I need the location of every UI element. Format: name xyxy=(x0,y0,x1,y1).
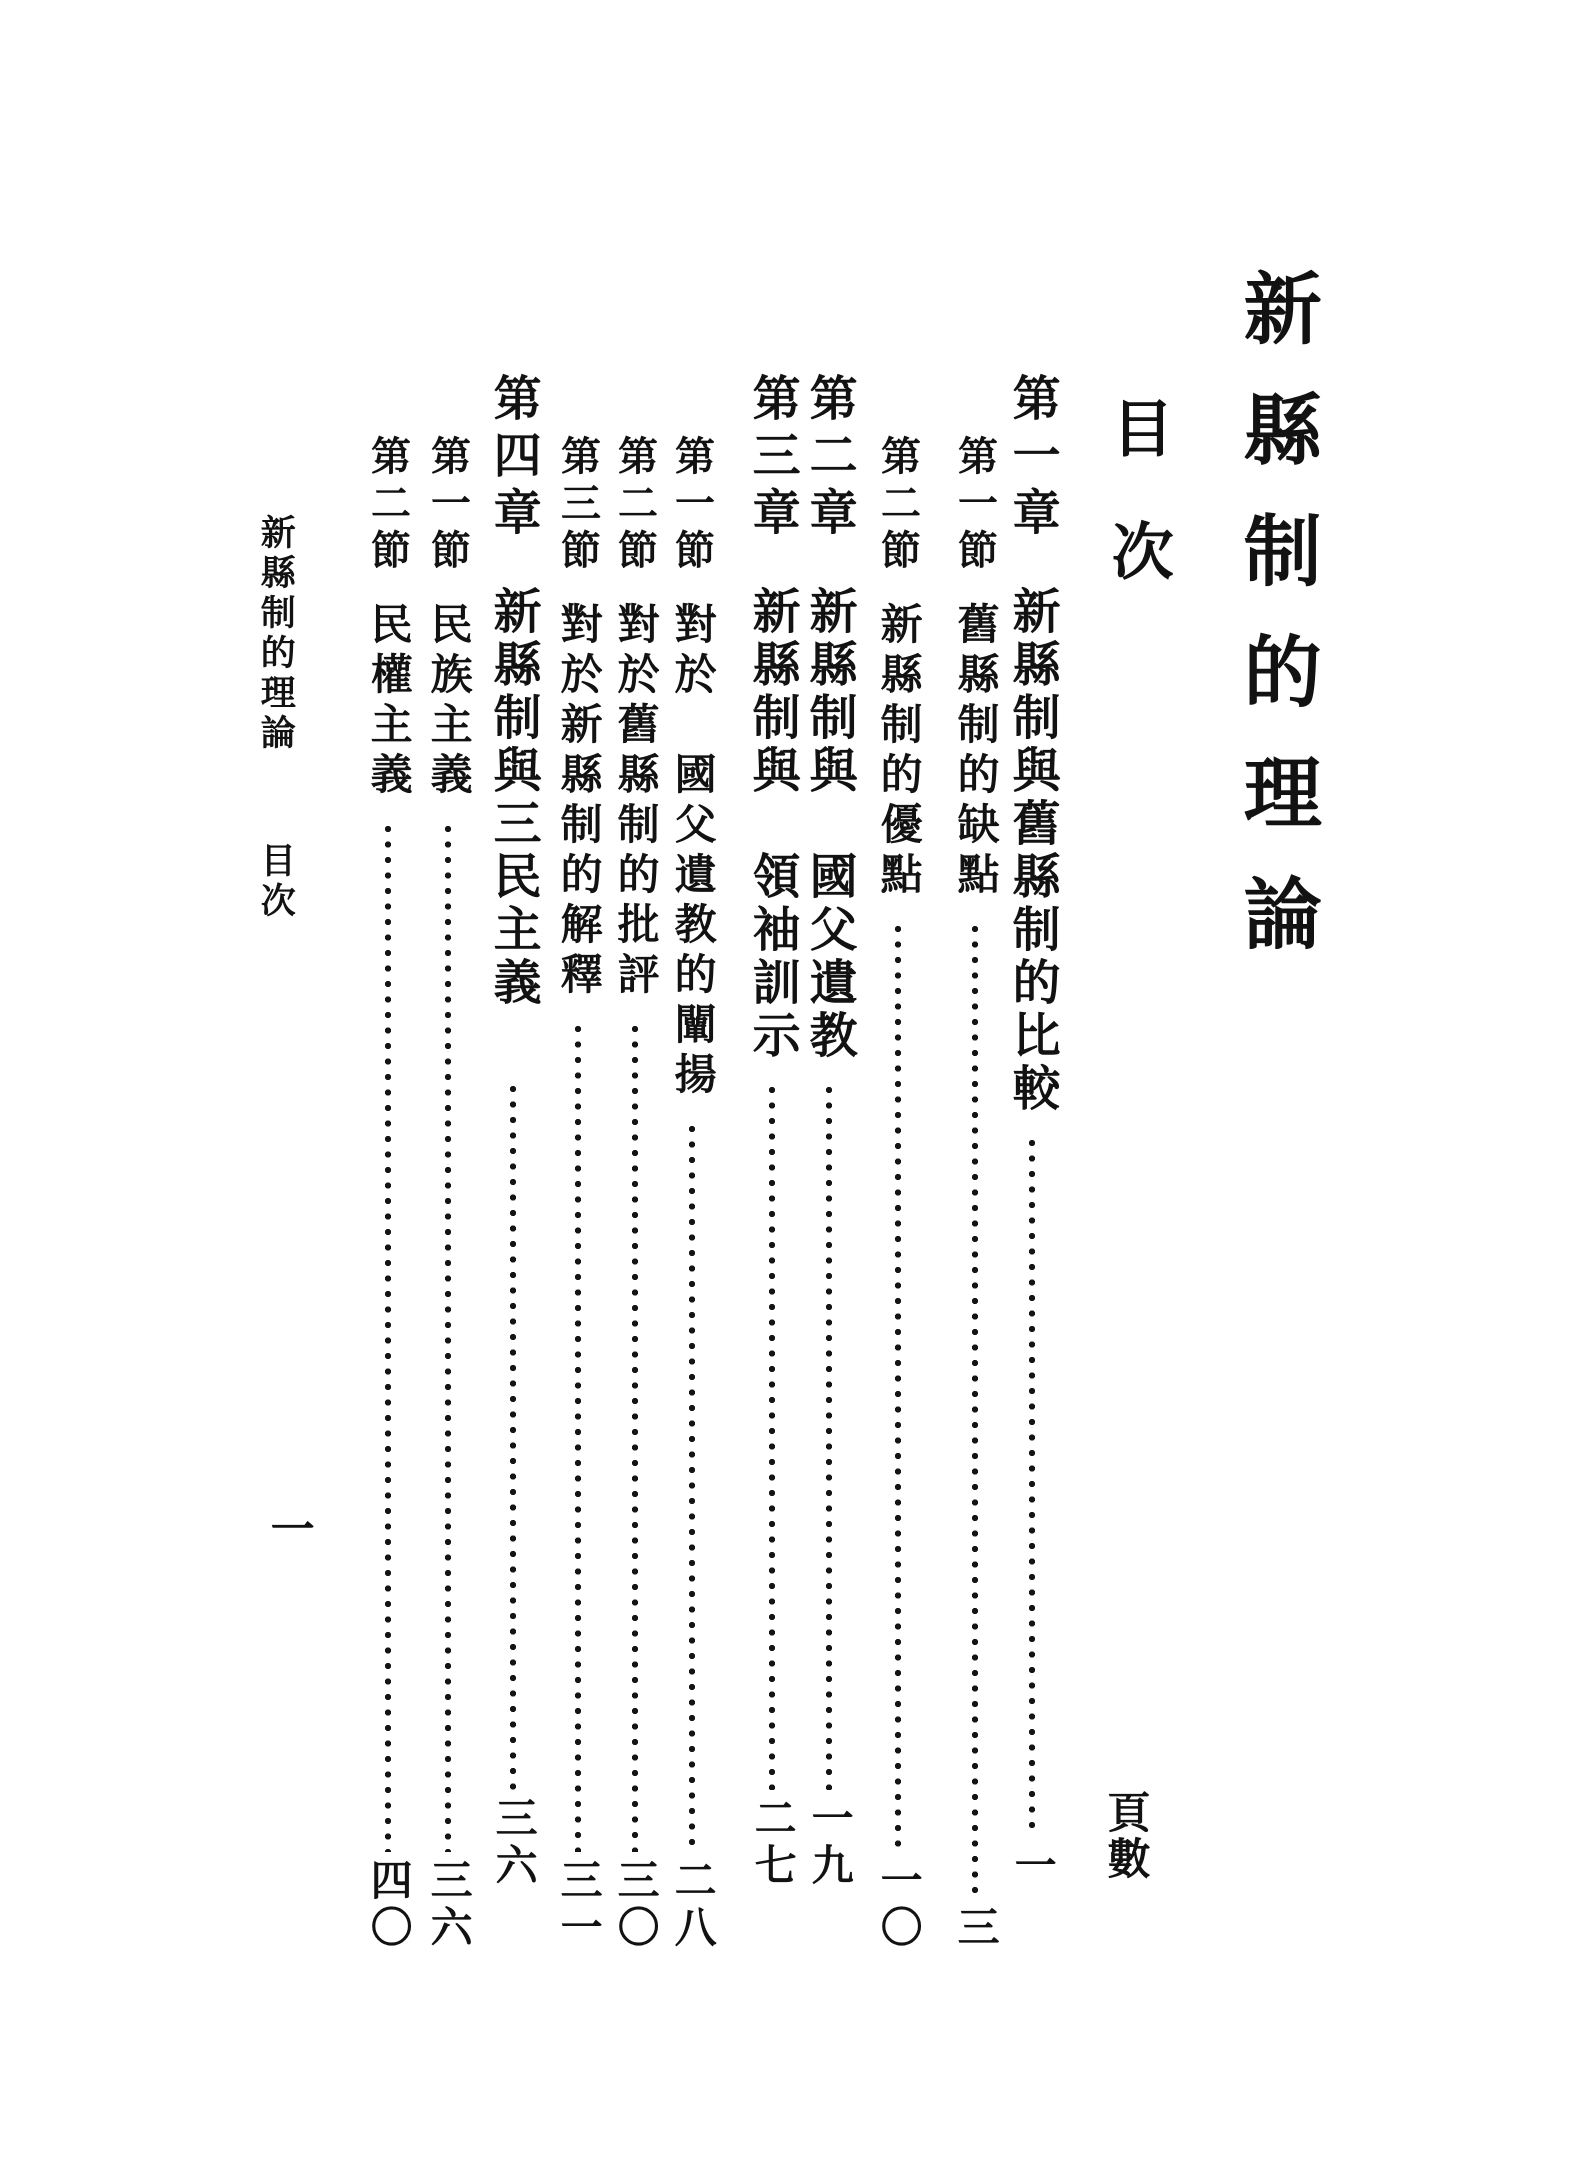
folio-page-number: 一 xyxy=(263,1506,313,1550)
dotted-leader xyxy=(686,1122,698,1852)
toc-entry-title: 對於舊縣制的批評 xyxy=(611,602,658,1002)
toc-entry-label: 第二節 xyxy=(365,435,411,576)
toc-entry-title: 對於 國父遺教的闡揚 xyxy=(668,602,715,1102)
toc-entry xyxy=(663,373,720,1952)
dotted-leader xyxy=(892,922,904,1852)
toc-entry xyxy=(869,373,926,1952)
toc-entry-title: 民權主義 xyxy=(364,602,411,802)
spine-running-title xyxy=(255,514,295,922)
toc-entry-label: 第二節 xyxy=(875,435,921,576)
toc-entry-title: 新縣制與 國父遺教 xyxy=(802,586,856,1063)
toc-entry-page: 一〇 xyxy=(874,1858,921,1952)
toc-entry-title: 舊縣制的缺點 xyxy=(951,602,998,902)
toc-entry-title: 民族主義 xyxy=(424,602,471,802)
toc-entry-label: 第四章 xyxy=(486,373,540,544)
page-number-column-label: 頁數 xyxy=(1101,1790,1149,1882)
toc-entry-label: 第二節 xyxy=(612,435,658,576)
toc-entry xyxy=(484,373,541,1890)
toc-entry xyxy=(743,373,800,1890)
toc-entry-label: 第二章 xyxy=(802,373,856,544)
toc-entry-label: 第一節 xyxy=(952,435,998,576)
dotted-leader xyxy=(629,1022,641,1852)
toc-entry xyxy=(359,373,416,1952)
toc-entry-title: 新縣制與 領袖訓示 xyxy=(745,586,799,1063)
dotted-leader xyxy=(382,822,394,1852)
toc-entry-title: 新縣制的優點 xyxy=(874,602,921,902)
toc-entry-page: 三一 xyxy=(554,1858,601,1952)
dotted-leader xyxy=(572,1022,584,1852)
dotted-leader xyxy=(507,1082,519,1790)
toc-entry-page: 四〇 xyxy=(364,1858,411,1952)
toc-entry xyxy=(419,373,476,1952)
spine-book-title: 新縣制的理論 xyxy=(256,514,296,754)
toc-entry-label: 第一節 xyxy=(669,435,715,576)
dotted-leader xyxy=(823,1083,835,1790)
toc-entry-title: 對於新縣制的解釋 xyxy=(554,602,601,1002)
toc-entry xyxy=(606,373,663,1952)
toc-entry-title: 新縣制與三民主義 xyxy=(486,586,540,1010)
toc-entry-title: 新縣制與舊縣制的比較 xyxy=(1005,586,1059,1116)
toc-entry-page: 三六 xyxy=(424,1858,471,1952)
toc-entry xyxy=(800,373,857,1890)
toc-entry-page: 二八 xyxy=(668,1858,715,1952)
toc-entry-page: 一 xyxy=(1008,1843,1055,1890)
dotted-leader xyxy=(969,922,981,1899)
spine-section-label: 目次 xyxy=(256,842,296,922)
toc-entry-label: 第一章 xyxy=(1005,373,1059,544)
toc-entry-label: 第三章 xyxy=(745,373,799,544)
toc-entry xyxy=(549,373,606,1952)
toc-entry xyxy=(1003,373,1060,1890)
toc-heading: 目次 xyxy=(1102,396,1171,642)
table-of-contents xyxy=(359,373,1060,1952)
toc-entry xyxy=(946,373,1003,1952)
book-title: 新縣制的理論 xyxy=(1232,268,1320,994)
toc-entry-page: 三六 xyxy=(489,1796,536,1890)
dotted-leader xyxy=(1026,1136,1038,1837)
dotted-leader xyxy=(442,822,454,1852)
toc-entry-page: 一九 xyxy=(805,1796,852,1890)
toc-entry-label: 第三節 xyxy=(555,435,601,576)
toc-entry-label: 第一節 xyxy=(425,435,471,576)
toc-entry-page: 三〇 xyxy=(611,1858,658,1952)
toc-entry-page: 二七 xyxy=(748,1796,795,1890)
dotted-leader xyxy=(766,1083,778,1790)
toc-entry-page: 三 xyxy=(951,1905,998,1952)
